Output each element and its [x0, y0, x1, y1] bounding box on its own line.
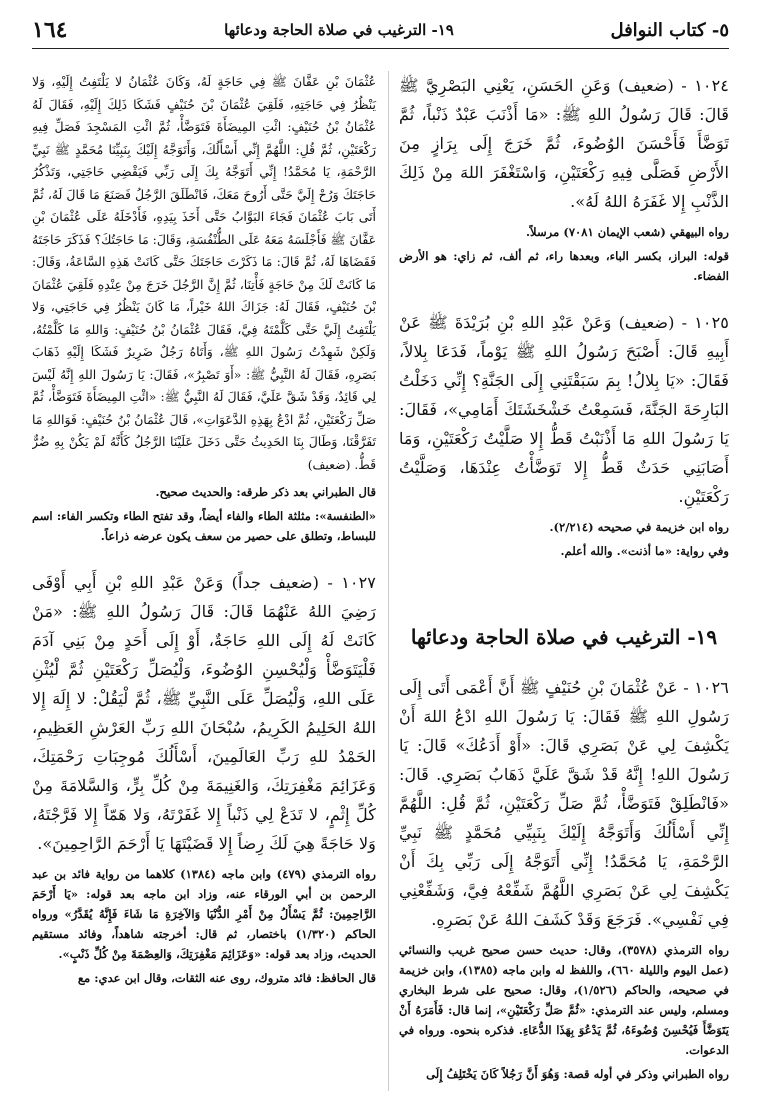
book-title: ٥- كتاب النوافل: [610, 19, 729, 41]
hadith-1026-continuation: عُثْمَانَ بْنِ عَفَّانَ ﷺ فِي حَاجَةٍ لَهُ، وَكَانَ عُثْمَانُ لا يَلْتَفِتُ إِلَيْهِ، وَلا يَنْظُرُ فِي حَاجَتِهِ، فَلَقِيَ عُثْمَانَ بْنَ حُنَيْفٍ فَشَكَا ذَلِكَ إِلَيْهِ، فَقَالَ لَهُ عُثْمَانُ بْنُ حُنَيْفٍ: ائْتِ المِيضَأَةَ فَتَوَضَّأْ، ثُمَّ ائْتِ المَسْجِدَ فَصَلِّ فِيهِ رَكْعَتَيْنِ، ثُمَّ قُلِ: اللَّهُمَّ إِنِّي أَسْأَلُكَ، وَأَتَوَجَّهُ إِلَيْكَ بِنَبِيِّنَا مُحَمَّدٍ ﷺ نَبِيِّ الرَّحْمَةِ، يَا مُحَمَّدُ! إِنِّي أَتَوَجَّهُ بِكَ إِلَى رَبِّي فَيَقْضِي حَاجَتِي، وَتَذْكُرُ حَاجَتَكَ وَرُحْ إِلَيَّ حَتَّى أَرُوحَ مَعَكَ، فَانْطَلَقَ الرَّجُلُ فَصَنَعَ مَا قَالَ لَهُ، ثُمَّ أَتَى بَابَ عُثْمَانَ فَجَاءَ البَوَّابُ حَتَّى أَخَذَ بِيَدِهِ، فَأَدْخَلَهُ عَلَى عُثْمَانَ بْنِ عَفَّانَ ﷺ فَأَجْلَسَهُ مَعَهُ عَلَى الطُّنْفُسَةِ، وَقَالَ: مَا حَاجَتُكَ؟ فَذَكَرَ حَاجَتَهُ فَقَضَاهَا لَهُ، ثُمَّ قَالَ: مَا ذَكَرْتَ حَاجَتَكَ حَتَّى كَانَتْ هَذِهِ السَّاعَةُ، وَقَالَ: مَا كَانَتْ لَكَ مِنْ حَاجَةٍ فَأْتِنَا، ثُمَّ إِنَّ الرَّجُلَ خَرَجَ مِنْ عِنْدِهِ فَلَقِيَ عُثْمَانَ بْنَ حُنَيْفٍ، فَقَالَ لَهُ: جَزَاكَ اللهُ خَيْراً، مَا كَانَ يَنْظُرُ فِي حَاجَتِي، وَلا يَلْتَفِتُ إِلَيَّ حَتَّى كَلَّمْتَهُ فِيَّ، فَقَالَ عُثْمَانُ بْنُ حُنَيْفٍ: وَاللهِ مَا كَلَّمْتُهُ، وَلَكِنْ شَهِدْتُ رَسُولَ اللهِ ﷺ، وَأَتَاهُ رَجُلٌ ضَرِيرٌ فَشَكَا إِلَيْهِ ذَهَابَ بَصَرِهِ، فَقَالَ لَهُ النَّبِيُّ ﷺ: «أَوَ تَصْبِرُ»، فَقَالَ: يَا رَسُولَ اللهِ إِنَّهُ لَيْسَ لِي قَائِدٌ، وَقَدْ شَقَّ عَلَيَّ، فَقَالَ لَهُ النَّبِيُّ ﷺ: «ائْتِ المِيضَأَةَ فَتَوَضَّأْ، ثُمَّ صَلِّ رَكْعَتَيْنِ، ثُمَّ ادْعُ بِهَذِهِ الدَّعَوَاتِ»، قَالَ عُثْمَانُ بْنُ حُنَيْفٍ: فَوَاللهِ مَا تَفَرَّقْنَا، وَطَالَ بِنَا الحَدِيثُ حَتَّى دَخَلَ عَلَيْنَا الرَّجُلُ كَأَنَّهُ لَمْ يَكُنْ بِهِ ضُرٌّ قَطُّ. (ضعيف): [32, 74, 376, 472]
section-heading: ١٩- الترغيب في صلاة الحاجة ودعائها: [410, 625, 718, 649]
right-column: [389, 71, 729, 1091]
hadith-1025-source: رواه ابن خزيمة في صحيحه (٢/٢١٤).: [549, 520, 729, 534]
tunfusa-note: «الطنفسة»: مثلثة الطاء والفاء أيضاً، وقد تفتح الطاء وتكسر الفاء: اسم للبساط، وتطلق على حصير من سعف يكون عرضه ذراعاً.: [32, 509, 376, 543]
hadith-1027-note: قال الحافظ: فائد متروك، روى عنه الثقات، وقال ابن عدي: مع: [77, 971, 376, 985]
hadith-1026-source-2: رواه الطبراني وذكر في أوله قصة: وَهُوَ أَنَّ رَجُلاً كَانَ يَخْتَلِفُ إِلَى: [426, 1067, 729, 1081]
hadith-1024: ١٠٢٤ - (ضعيف) وَعَنِ الحَسَنِ، يَعْنِي البَصْرِيَّ ﷺ قَالَ: قَالَ رَسُولُ اللهِ ﷺ: «مَا أَذْنَبَ عَبْدٌ ذَنْباً، ثُمَّ تَوَضَّأَ فَأَحْسَنَ الوُضُوءَ، ثُمَّ خَرَجَ إِلَى بِرَازٍ مِنَ الأَرْضِ فَصَلَّى فِيهِ رَكْعَتَيْنِ، وَاسْتَغْفَرَ اللهَ مِنْ ذَلِكَ الذَّنْبِ إِلا غَفَرَهُ اللهُ لَهُ».: [399, 76, 729, 211]
text-columns: [32, 71, 729, 1091]
hadith-1026-source: رواه الترمذي (٣٥٧٨)، وقال: حديث حسن صحيح غريب والنسائي (عمل اليوم والليلة ٦٦٠)، واللفظ له وابن ماجه (١٣٨٥)، وابن خزيمة في صحيحه، والحاكم (١/٥٢٦)، وقال: صحيح على شرط البخاري ومسلم، وليس عند الترمذي: «ثُمَّ صَلِّ رَكْعَتَيْنِ»، إنما قال: فَأَمَرَهُ أَنْ يَتَوَضَّأَ فَيُحْسِنَ وُضُوءَهُ، ثُمَّ يَدْعُوَ بِهَذَا الدُّعَاءِ. فذكره بنحوه. ورواه في الدعوات.: [399, 943, 729, 1057]
continuation-source: قال الطبراني بعد ذكر طرقه: والحديث صحيح.: [155, 485, 376, 499]
hadith-1025: ١٠٢٥ - (ضعيف) وَعَنْ عَبْدِ اللهِ بْنِ بُرَيْدَةَ ﷺ عَنْ أَبِيهِ قَالَ: أَصْبَحَ رَسُولُ اللهِ ﷺ يَوْماً، فَدَعَا بِلالاً، فَقَالَ: «يَا بِلالُ! بِمَ سَبَقْتَنِي إِلَى الجَنَّةِ؟ إِنِّي دَخَلْتُ البَارِحَةَ الجَنَّةَ، فَسَمِعْتُ خَشْخَشَتَكَ أَمَامِي»، فَقَالَ: يَا رَسُولَ اللهِ مَا أَذْنَبْتُ قَطُّ إِلا صَلَّيْتُ رَكْعَتَيْنِ، وَمَا أَصَابَنِي حَدَثٌ قَطُّ إِلا تَوَضَّأْتُ عِنْدَهَا، وَصَلَّيْتُ رَكْعَتَيْنِ.: [399, 313, 729, 506]
hadith-1024-source: رواه البيهقي (شعب الإيمان ٧٠٨١) مرسلاً.: [526, 225, 729, 239]
hadith-1027-source: رواه الترمذي (٤٧٩) وابن ماجه (١٣٨٤) كلاهما من رواية فائد بن عبد الرحمن بن أبي الورقاء عنه، وزاد ابن ماجه بعد قوله: «يَا أَرْحَمَ الرَّاحِمِينَ: ثُمَّ يَسْأَلُ مِنْ أَمْرِ الدُّنْيَا وَالآخِرَةِ مَا شَاءَ فَإِنَّهُ يُقَدَّرُ» ورواه الحاكم (١/٣٢٠) باختصار، ثم قال: أخرجته شاهداً، وفائد مستقيم الحديث، وزاد بعد قوله: «وَعَزَائِمَ مَغْفِرَتِكَ، وَالعِصْمَةَ مِنْ كُلِّ ذَنْبٍ».: [32, 867, 377, 961]
hadith-1027: ١٠٢٧ - (ضعيف جداً) وَعَنْ عَبْدِ اللهِ بْنِ أَبِي أَوْفَى رَضِيَ اللهُ عَنْهُمَا قَالَ: قَالَ رَسُولُ اللهِ ﷺ: «مَنْ كَانَتْ لَهُ إِلَى اللهِ حَاجَةٌ، أَوْ إِلَى أَحَدٍ مِنْ بَنِي آدَمَ فَلْيَتَوَضَّأْ وَلْيُحْسِنِ الوُضُوءَ، وَلْيُصَلِّ رَكْعَتَيْنِ ثُمَّ لْيُثْنِ عَلَى اللهِ، وَلْيُصَلِّ عَلَى النَّبِيِّ ﷺ، ثُمَّ لْيَقُلْ: لا إِلَهَ إِلا اللهُ الحَلِيمُ الكَرِيمُ، سُبْحَانَ اللهِ رَبِّ العَرْشِ العَظِيمِ، الحَمْدُ للهِ رَبِّ العَالَمِينَ، أَسْأَلُكَ مُوجِبَاتِ رَحْمَتِكَ، وَعَزَائِمَ مَغْفِرَتِكَ، وَالغَنِيمَةَ مِنْ كُلِّ بِرٍّ، وَالسَّلامَةَ مِنْ كُلِّ إِثْمٍ، لا تَدَعْ لِي ذَنْباً إِلا غَفَرْتَهُ، وَلا هَمّاً إِلا فَرَّجْتَهُ، وَلا حَاجَةً هِيَ لَكَ رِضاً إِلا قَضَيْتَهَا يَا أَرْحَمَ الرَّاحِمِينَ».: [32, 573, 376, 853]
page-number: ١٦٤: [32, 17, 68, 43]
hadith-1025-variant: وفي رواية: «ما أذنت». والله أعلم.: [560, 544, 729, 558]
hadith-1026: ١٠٢٦ - عَنْ عُثْمَانَ بْنِ حُنَيْفٍ ﷺ أَنَّ أَعْمَى أَتَى إِلَى رَسُولِ اللهِ ﷺ فَقَالَ: يَا رَسُولَ اللهِ ادْعُ اللهَ أَنْ يَكْشِفَ لِي عَنْ بَصَرِي قَالَ: «أَوْ أَدَعُكَ» قَالَ: يَا رَسُولَ اللهِ! إِنَّهُ قَدْ شَقَّ عَلَيَّ ذَهَابُ بَصَرِي. قَالَ: «فَانْطَلِقْ فَتَوَضَّأْ، ثُمَّ صَلِّ رَكْعَتَيْنِ، ثُمَّ قُلِ: اللَّهُمَّ إِنِّي أَسْأَلُكَ وَأَتَوَجَّهُ إِلَيْكَ بِنَبِيِّي مُحَمَّدٍ ﷺ نَبِيِّ الرَّحْمَةِ، يَا مُحَمَّدُ! إِنِّي أَتَوَجَّهُ إِلَى رَبِّي بِكَ أَنْ يَكْشِفَ لِي عَنْ بَصَرِي اللَّهُمَّ شَفِّعْهُ فِيَّ، وَشَفِّعْنِي فِي نَفْسِي». فَرَجَعَ وَقَدْ كَشَفَ اللهُ عَنْ بَصَرِهِ.: [399, 678, 729, 929]
hadith-1024-note: قوله: البراز، بكسر الباء، وبعدها راء، ثم ألف، ثم زاي: هو الأرض الفضاء.: [399, 249, 729, 283]
chapter-title: ١٩- الترغيب في صلاة الحاجة ودعائها: [224, 21, 454, 39]
left-column: [32, 71, 389, 1091]
page-header: [32, 12, 729, 49]
